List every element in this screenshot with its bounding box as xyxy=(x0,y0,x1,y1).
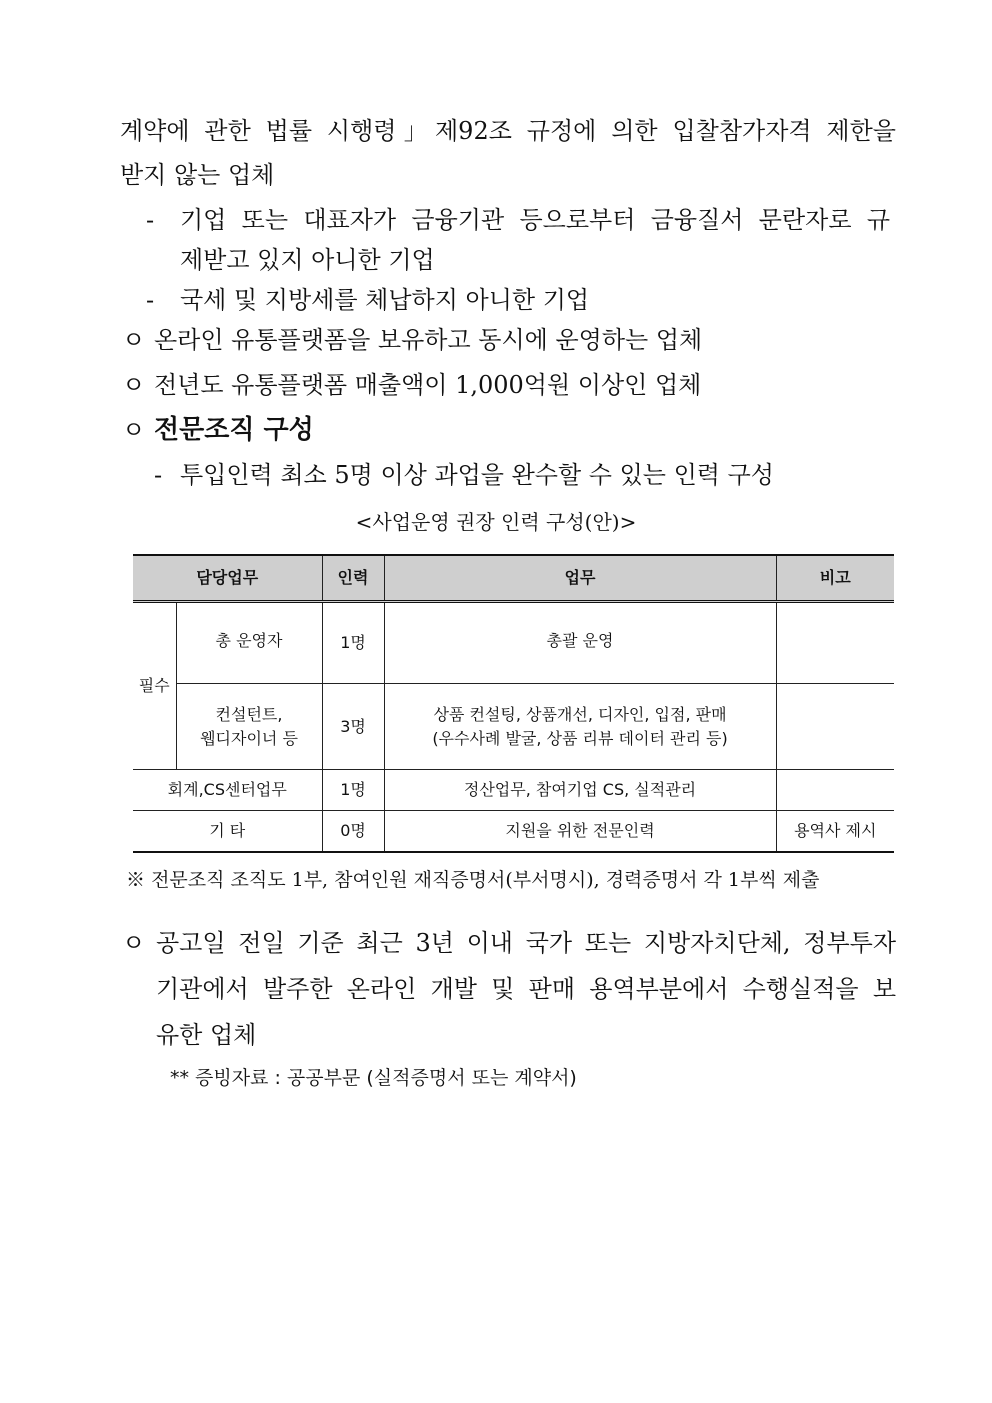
last-item-line-1: 공고일 전일 기준 최근 3년 이내 국가 또는 지방자치단체, 정부투자 xyxy=(156,929,896,957)
dash-item-2: 국세 및 지방세를 체납하지 아니한 기업 xyxy=(180,286,590,314)
table-note-text: 전문조직 조직도 1부, 참여인원 재직증명서(부서명시), 경력증명서 각 1부씩 제출 xyxy=(151,869,820,891)
section-heading: 전문조직 구성 xyxy=(154,415,314,445)
table-row xyxy=(133,684,894,770)
dash-item-1-line-1: 기업 또는 대표자가 금융기관 등으로부터 금융질서 문란자로 규 xyxy=(180,206,890,234)
cell-count: 1명 xyxy=(322,770,384,811)
header-note: 비고 xyxy=(776,555,894,602)
circle-symbol: ㅇ xyxy=(122,929,146,957)
staffing-table xyxy=(133,554,894,853)
cell-task-line-2: (우수사례 발굴, 상품 리뷰 데이터 관리 등) xyxy=(432,728,728,748)
cell-role: 총 운영자 xyxy=(176,602,322,684)
cell-role-line-2: 웹디자이너 등 xyxy=(200,728,298,748)
circle-bullet-3 xyxy=(122,415,145,445)
table-caption: <사업운영 권장 인력 구성(안)> xyxy=(355,510,637,534)
dash-symbol: - xyxy=(154,461,163,489)
cell-task: 총괄 운영 xyxy=(384,602,776,684)
circle-item-2: 전년도 유통플랫폼 매출액이 1,000억원 이상인 업체 xyxy=(154,371,702,399)
circle-symbol: ㅇ xyxy=(122,416,146,444)
circle-bullet-2 xyxy=(122,370,145,400)
header-count: 인력 xyxy=(322,555,384,602)
cell-role xyxy=(176,684,322,770)
circle-symbol: ㅇ xyxy=(122,326,146,354)
cell-count: 0명 xyxy=(322,811,384,852)
cell-note: 용역사 제시 xyxy=(776,811,894,852)
cell-role-line-1: 컨설턴트, xyxy=(215,704,283,724)
evidence-note: ** 증빙자료 : 공공부문 (실적증명서 또는 계약서) xyxy=(170,1067,577,1089)
cell-note xyxy=(776,602,894,684)
dash-symbol: - xyxy=(146,206,155,234)
paragraph-line-2: 받지 않는 업체 xyxy=(120,161,275,189)
circle-symbol: ㅇ xyxy=(122,371,146,399)
cell-count: 1명 xyxy=(322,602,384,684)
cell-role: 회계,CS센터업무 xyxy=(133,770,322,811)
circle-bullet-4 xyxy=(122,928,145,958)
paragraph-line-1: 계약에 관한 법률 시행령」제92조 규정에 의한 입찰참가자격 제한을 xyxy=(120,117,896,145)
group-label: 필수 xyxy=(133,602,176,770)
table-row xyxy=(133,811,894,852)
cell-role: 기 타 xyxy=(133,811,322,852)
table-row xyxy=(133,602,894,684)
dash-bullet-1 xyxy=(146,205,154,235)
cell-task xyxy=(384,684,776,770)
cell-note xyxy=(776,684,894,770)
cell-note xyxy=(776,770,894,811)
table-row xyxy=(133,770,894,811)
last-item-line-2: 기관에서 발주한 온라인 개발 및 판매 용역부분에서 수행실적을 보 xyxy=(156,975,896,1003)
header-task: 업무 xyxy=(384,555,776,602)
cell-task: 정산업무, 참여기업 CS, 실적관리 xyxy=(384,770,776,811)
dash-bullet-3 xyxy=(154,460,162,490)
cell-task: 지원을 위한 전문인력 xyxy=(384,811,776,852)
cell-count: 3명 xyxy=(322,684,384,770)
table-header-row xyxy=(133,555,894,602)
last-item-line-3: 유한 업체 xyxy=(156,1021,257,1049)
dash-item-1-line-2: 제받고 있지 아니한 기업 xyxy=(180,246,435,274)
table-note xyxy=(126,866,819,894)
circle-bullet-1 xyxy=(122,325,145,355)
circle-item-1: 온라인 유통플랫폼을 보유하고 동시에 운영하는 업체 xyxy=(154,326,703,354)
cell-task-line-1: 상품 컨설팅, 상품개선, 디자인, 입점, 판매 xyxy=(433,704,727,724)
note-symbol: ※ xyxy=(126,869,146,891)
dash-bullet-2 xyxy=(146,285,154,315)
section-sub: 투입인력 최소 5명 이상 과업을 완수할 수 있는 인력 구성 xyxy=(180,461,774,489)
header-role: 담당업무 xyxy=(133,555,322,602)
dash-symbol: - xyxy=(146,286,155,314)
